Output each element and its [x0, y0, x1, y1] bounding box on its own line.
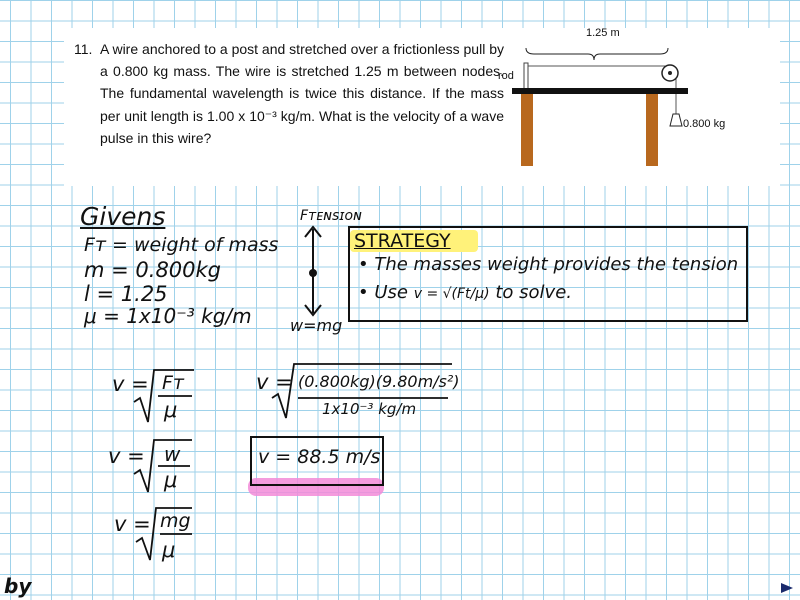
fbd-tension-label: Fᴛᴇɴsɪᴏɴ: [300, 208, 362, 224]
length-label: 1.25 m: [586, 28, 620, 39]
rod: [524, 63, 528, 90]
substitution-denominator: 1x10⁻³ kg/m: [322, 400, 417, 418]
table-top: [512, 88, 688, 94]
wire-diagram: [494, 28, 754, 186]
substitution-lhs: v =: [256, 370, 293, 394]
strategy-heading: STRATEGY: [354, 230, 451, 252]
hanging-mass: [670, 114, 682, 126]
formula-2-denominator: μ: [164, 468, 178, 492]
free-body-diagram: [298, 225, 328, 325]
formula-3-lhs: v =: [114, 512, 151, 536]
formula-1-lhs: v =: [112, 372, 149, 396]
formula-1-numerator: Fᴛ: [162, 372, 184, 394]
table-leg-left: [521, 94, 533, 166]
next-page-icon[interactable]: [780, 582, 794, 594]
formula-2-lhs: v =: [108, 444, 145, 468]
strategy-bullet-1: • The masses weight provides the tension: [358, 254, 739, 275]
footer-by: by: [4, 574, 32, 598]
given-length: l = 1.25: [84, 282, 168, 306]
substitution-numerator: (0.800kg)(9.80m/s²): [298, 372, 460, 391]
strategy-bullet-2-prefix: • Use: [358, 282, 408, 303]
given-tension: Fᴛ = weight of mass: [84, 234, 279, 256]
problem-statement: [74, 38, 504, 149]
fbd-weight-label: w=mg: [290, 316, 343, 335]
problem-panel: [64, 28, 780, 186]
formula-3-denominator: μ: [162, 538, 176, 562]
length-bracket: [526, 48, 668, 60]
given-mass-per-length: μ = 1x10⁻³ kg/m: [84, 304, 252, 328]
problem-number: 11.: [74, 41, 93, 57]
formula-3-numerator: mg: [160, 510, 191, 532]
given-mass: m = 0.800kg: [84, 258, 222, 282]
givens-heading: Givens: [80, 202, 166, 231]
table-leg-right: [646, 94, 658, 166]
strategy-bullet-2-formula: v = √(Ft/μ): [413, 286, 490, 302]
strategy-bullet-2-suffix: to solve.: [495, 282, 573, 303]
answer: v = 88.5 m/s: [258, 446, 381, 468]
fbd-point: [309, 269, 317, 277]
formula-1-denominator: μ: [164, 398, 178, 422]
problem-body: A wire anchored to a post and stretched over a frictionless pull by a 0.800 kg mass. The wire is stretched 1.25 m between nodes. The fundamental wavelength is twice this distance. If the mass per unit length is 1.00 x 10⁻³ kg/m. What is the velocity of a wave pulse in this wire?: [100, 41, 504, 146]
rod-label: rod: [498, 70, 514, 82]
strategy-bullet-2: [358, 282, 572, 303]
formula-2-numerator: w: [164, 442, 181, 466]
mass-label: 0.800 kg: [683, 118, 726, 130]
